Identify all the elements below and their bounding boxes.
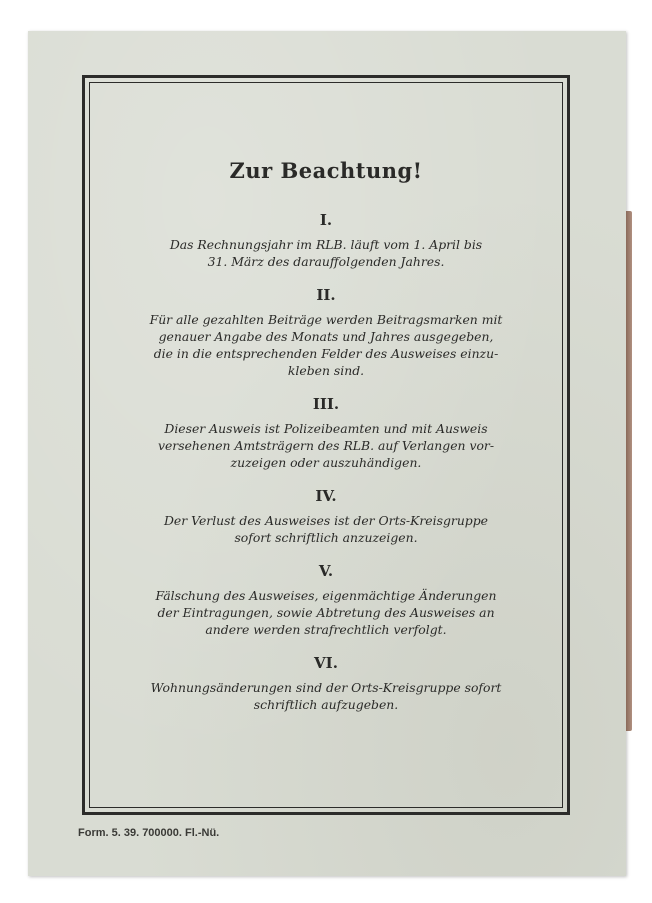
section-number: II. (316, 286, 336, 304)
section-line: schriftlich aufzugeben. (253, 697, 399, 712)
form-number: Form. 5. 39. 700000. Fl.-Nü. (78, 827, 220, 839)
section-line: Fälschung des Ausweises, eigenmächtige Änderungen (155, 588, 497, 603)
section-number: III. (312, 395, 340, 413)
section-text (140, 311, 512, 379)
section-line: sofort schriftlich anzuzeigen. (234, 530, 418, 545)
section-line: Für alle gezahlten Beiträge werden Beitragsmarken mit (149, 312, 503, 327)
sections-list (85, 211, 567, 713)
section-number: VI. (314, 654, 338, 672)
page-title: Zur Beachtung! (229, 158, 423, 183)
section-text (140, 236, 512, 270)
section-line: andere werden strafrechtlich verfolgt. (205, 622, 447, 637)
section-text (140, 679, 512, 713)
section-line: genauer Angabe des Monats und Jahres ausgegeben, (158, 329, 494, 344)
section-line: 31. März des darauffolgenden Jahres. (207, 254, 445, 269)
document-page (28, 31, 626, 876)
section-text (140, 587, 512, 638)
section-line: versehenen Amtsträgern des RLB. auf Verlangen vor- (157, 438, 495, 453)
section-line: Der Verlust des Ausweises ist der Orts-Kreisgruppe (164, 513, 488, 528)
section-line: kleben sind. (287, 363, 365, 378)
section-text (140, 512, 512, 546)
section-line: die in die entsprechenden Felder des Ausweises einzu- (153, 346, 499, 361)
section-number: I. (319, 211, 333, 229)
section-text (140, 420, 512, 471)
border-frame (82, 75, 570, 815)
notice-content (85, 158, 567, 729)
section-number: IV. (315, 487, 337, 505)
section-line: Dieser Ausweis ist Polizeibeamten und mit Ausweis (164, 421, 488, 436)
section-line: der Eintragungen, sowie Abtretung des Ausweises an (157, 605, 495, 620)
page-edge (626, 211, 632, 731)
section-line: zuzeigen oder auszuhändigen. (230, 455, 422, 470)
section-number: V. (318, 562, 334, 580)
section-line: Das Rechnungsjahr im RLB. läuft vom 1. April bis (169, 237, 483, 252)
section-line: Wohnungsänderungen sind der Orts-Kreisgruppe sofort (150, 680, 502, 695)
